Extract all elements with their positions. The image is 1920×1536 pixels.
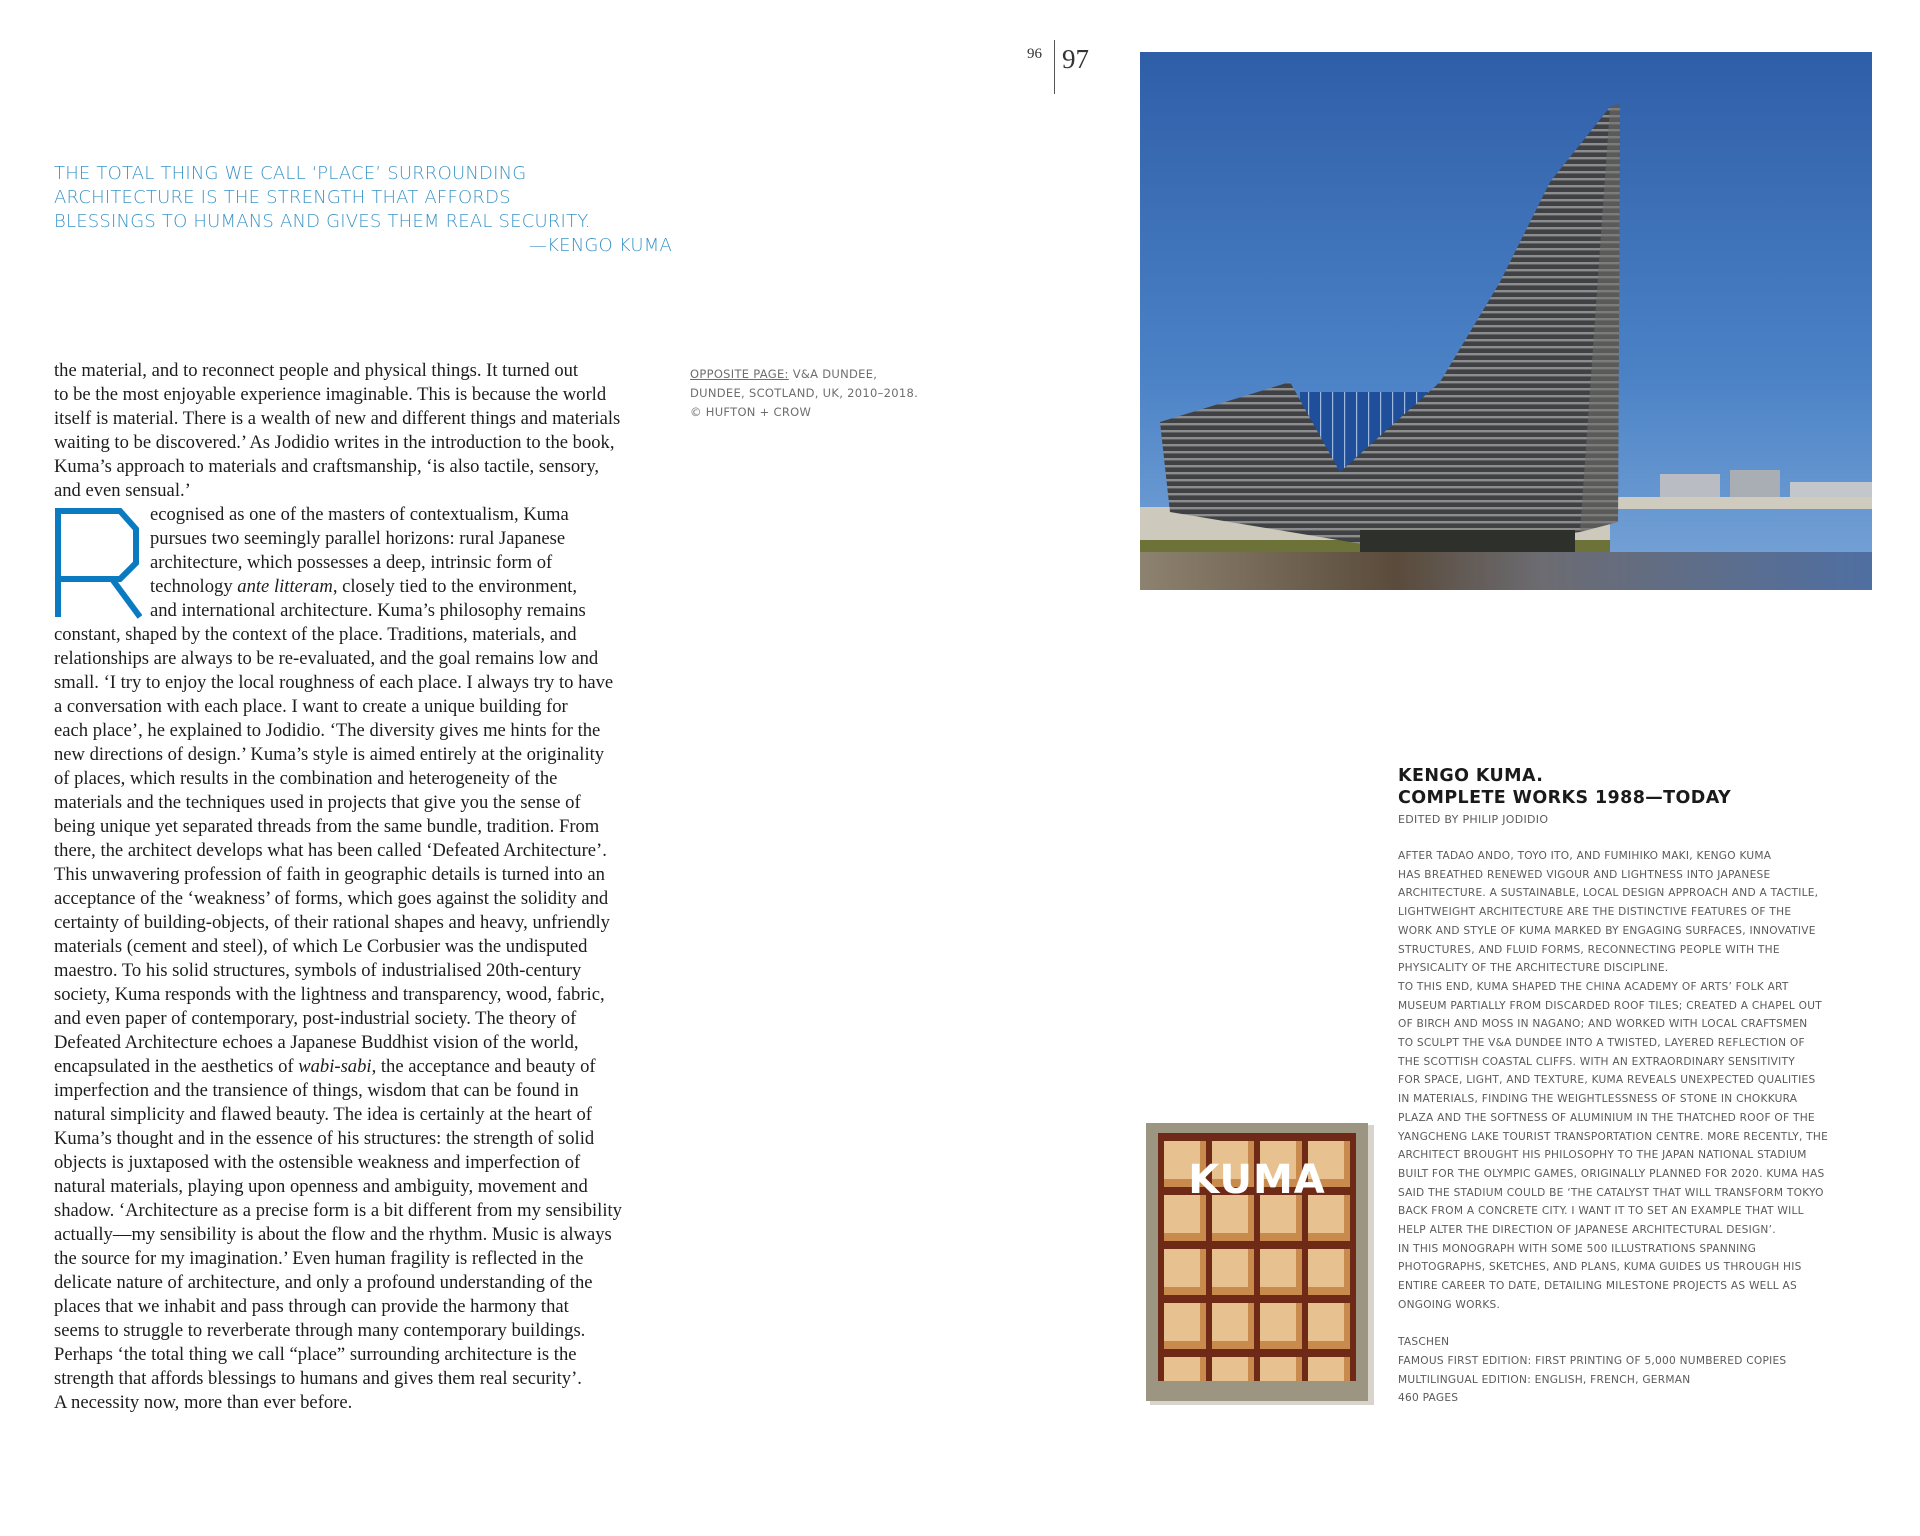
book-description-line: WORK AND STYLE OF KUMA MARKED BY ENGAGING SURFACES, INNOVATIVE (1398, 924, 1816, 937)
building-photo (1140, 52, 1872, 590)
body-line: and even paper of contemporary, post-industrial society. The theory of (54, 1008, 577, 1029)
body-line: actually—my sensibility is about the flow and the rhythm. Music is always (54, 1224, 612, 1245)
book-description-line: PHYSICALITY OF THE ARCHITECTURE DISCIPLINE. (1398, 962, 1669, 975)
book-details (1398, 1333, 1898, 1408)
body-line: of places, which results in the combination and heterogeneity of the (54, 768, 558, 789)
body-line: the source for my imagination.’ Even human fragility is reflected in the (54, 1248, 584, 1269)
drop-cap-r (54, 507, 142, 619)
body-line: materials (cement and steel), of which Le Corbusier was the undisputed (54, 936, 588, 957)
body-line: being unique yet separated threads from the same bundle, tradition. From (54, 816, 600, 837)
body-line: constant, shaped by the context of the place. Traditions, materials, and (54, 624, 577, 645)
body-line: objects is juxtaposed with the ostensible weakness and imperfection of (54, 1152, 581, 1173)
book-languages: MULTILINGUAL EDITION: ENGLISH, FRENCH, GERMAN (1398, 1373, 1691, 1386)
body-line: shadow. ‘Architecture as a precise form is a bit different from my sensibility (54, 1200, 622, 1221)
book-publisher: TASCHEN (1398, 1336, 1450, 1349)
body-line: seems to struggle to reverberate through many contemporary buildings. (54, 1320, 586, 1341)
pull-quote-line: THE TOTAL THING WE CALL ‘PLACE’ SURROUNDING (54, 163, 527, 184)
caption-text: V&A DUNDEE, (788, 367, 878, 381)
body-line: architecture, which possesses a deep, intrinsic form of (150, 552, 553, 573)
italic-term: wabi-sabi (298, 1056, 372, 1077)
book-description-line: STRUCTURES, AND FLUID FORMS, RECONNECTING PEOPLE WITH THE (1398, 943, 1780, 956)
book-description-line: AFTER TADAO ANDO, TOYO ITO, AND FUMIHIKO MAKI, KENGO KUMA (1398, 850, 1772, 862)
caption-label: OPPOSITE PAGE: (690, 367, 789, 381)
body-line: ecognised as one of the masters of contextualism, Kuma (150, 504, 569, 525)
body-line: there, the architect develops what has been called ‘Defeated Architecture’. (54, 840, 607, 861)
pull-quote-line: BLESSINGS TO HUMANS AND GIVES THEM REAL SECURITY. (54, 211, 591, 232)
book-description-line: BUILT FOR THE OLYMPIC GAMES, ORIGINALLY PLANNED FOR 2020. KUMA HAS (1398, 1167, 1825, 1180)
book-title-line: KENGO KUMA. (1398, 766, 1544, 786)
body-line: a conversation with each place. I want to create a unique building for (54, 696, 568, 717)
book-description (1398, 847, 1898, 1315)
body-line: Defeated Architecture echoes a Japanese Buddhist vision of the world, (54, 1032, 579, 1053)
body-line: This unwavering profession of faith in geographic details is turned into an (54, 864, 605, 885)
body-line-with-italic (54, 575, 674, 599)
body-text-run: technology (150, 576, 238, 597)
body-line: each place’, he explained to Jodidio. ‘The diversity gives me hints for the (54, 720, 601, 741)
photo-caption (690, 365, 918, 422)
book-description-line: IN THIS MONOGRAPH WITH SOME 500 ILLUSTRATIONS SPANNING (1398, 1242, 1757, 1255)
book-description-line: PLAZA AND THE SOFTNESS OF ALUMINIUM IN THE THATCHED ROOF OF THE (1398, 1111, 1815, 1124)
body-line: waiting to be discovered.’ As Jodidio writes in the introduction to the book, (54, 432, 615, 453)
body-line: Perhaps ‘the total thing we call “place” surrounding architecture is the (54, 1344, 577, 1365)
book-description-line: LIGHTWEIGHT ARCHITECTURE ARE THE DISTINCTIVE FEATURES OF THE (1398, 906, 1792, 919)
book-description-line: SAID THE STADIUM COULD BE ‘THE CATALYST THAT WILL TRANSFORM TOKYO (1398, 1186, 1824, 1199)
book-description-line: TO THIS END, KUMA SHAPED THE CHINA ACADEMY OF ARTS’ FOLK ART (1398, 980, 1789, 993)
body-line: the material, and to reconnect people and physical things. It turned out (54, 360, 579, 381)
body-line: natural simplicity and flawed beauty. The idea is certainly at the heart of (54, 1104, 592, 1125)
book-description-line: FOR SPACE, LIGHT, AND TEXTURE, KUMA REVEALS UNEXPECTED QUALITIES (1398, 1074, 1816, 1087)
body-line: certainty of building-objects, of their rational shapes and heavy, unfriendly (54, 912, 610, 933)
book-page-count: 460 PAGES (1398, 1392, 1459, 1405)
book-description-line: PHOTOGRAPHS, SKETCHES, AND PLANS, KUMA GUIDES US THROUGH HIS (1398, 1261, 1802, 1274)
book-info (1398, 765, 1898, 1408)
body-line: itself is material. There is a wealth of new and different things and materials (54, 408, 621, 429)
book-description-line: HELP ALTER THE DIRECTION OF JAPANESE ARCHITECTURAL DESIGN’. (1398, 1224, 1776, 1237)
article-body (54, 359, 674, 1415)
pull-quote (54, 162, 674, 258)
caption-credit: © HUFTON + CROW (690, 405, 812, 419)
pull-quote-attribution: —KENGO KUMA (528, 235, 672, 256)
body-text-run: , the acceptance and beauty of (371, 1056, 596, 1077)
body-line-with-italic (54, 1055, 674, 1079)
body-text-run: encapsulated in the aesthetics of (54, 1056, 299, 1077)
book-description-line: ENTIRE CAREER TO DATE, DETAILING MILESTONE PROJECTS AS WELL AS (1398, 1280, 1798, 1293)
book-edition-note: FAMOUS FIRST EDITION: FIRST PRINTING OF 5,000 NUMBERED COPIES (1398, 1354, 1787, 1367)
italic-term: ante litteram (237, 576, 333, 597)
book-description-line: ARCHITECT BROUGHT HIS PHILOSOPHY TO THE JAPAN NATIONAL STADIUM (1398, 1149, 1807, 1162)
body-line: maestro. To his solid structures, symbols of industrialised 20th-century (54, 960, 582, 981)
body-line: and even sensual.’ (54, 480, 191, 501)
body-line: relationships are always to be re-evaluated, and the goal remains low and (54, 648, 599, 669)
caption-line: DUNDEE, SCOTLAND, UK, 2010–2018. (690, 386, 919, 400)
body-line: A necessity now, more than ever before. (54, 1392, 353, 1413)
book-description-line: HAS BREATHED RENEWED VIGOUR AND LIGHTNESS INTO JAPANESE (1398, 868, 1771, 881)
body-line: acceptance of the ‘weakness’ of forms, which goes against the solidity and (54, 888, 609, 909)
book-description-line: ONGOING WORKS. (1398, 1298, 1501, 1311)
body-text-run: , closely tied to the environment, (332, 576, 578, 597)
body-line: Kuma’s approach to materials and craftsmanship, ‘is also tactile, sensory, (54, 456, 600, 477)
body-line: materials and the techniques used in projects that give you the sense of (54, 792, 581, 813)
body-line: imperfection and the transience of things, wisdom that can be found in (54, 1080, 579, 1101)
book-description-line: IN MATERIALS, FINDING THE WEIGHTLESSNESS OF STONE IN CHOKKURA (1398, 1093, 1798, 1106)
body-line: small. ‘I try to enjoy the local roughness of each place. I always try to have (54, 672, 614, 693)
book-description-line: TO SCULPT THE V&A DUNDEE INTO A TWISTED, LAYERED REFLECTION OF (1398, 1037, 1805, 1050)
book-description-line: ARCHITECTURE. A SUSTAINABLE, LOCAL DESIGN APPROACH AND A TACTILE, (1398, 887, 1819, 900)
body-line: new directions of design.’ Kuma’s style is aimed entirely at the originality (54, 744, 605, 765)
book-description-line: THE SCOTTISH COASTAL CLIFFS. WITH AN EXTRAORDINARY SENSITIVITY (1398, 1055, 1795, 1068)
body-line: natural materials, playing upon openness and ambiguity, movement and (54, 1176, 588, 1197)
body-line: delicate nature of architecture, and only a profound understanding of the (54, 1272, 593, 1293)
book-title (1398, 765, 1898, 809)
body-line: to be the most enjoyable experience imaginable. This is because the world (54, 384, 607, 405)
book-description-line: YANGCHENG LAKE TOURIST TRANSPORTATION CENTRE. MORE RECENTLY, THE (1398, 1130, 1829, 1143)
book-description-line: BACK FROM A CONCRETE CITY. I WANT IT TO SET AN EXAMPLE THAT WILL (1398, 1205, 1804, 1218)
page-number-right: 97 (1062, 44, 1089, 74)
body-line: pursues two seemingly parallel horizons: rural Japanese (150, 528, 566, 549)
caption-line (690, 365, 918, 384)
book-description-line: MUSEUM PARTIALLY FROM DISCARDED ROOF TILES; CREATED A CHAPEL OUT (1398, 999, 1822, 1012)
body-line: society, Kuma responds with the lightness and transparency, wood, fabric, (54, 984, 605, 1005)
book-cover-title: KUMA (1188, 1157, 1326, 1203)
book-cover-image (1146, 1123, 1374, 1405)
book-title-line: COMPLETE WORKS 1988—TODAY (1398, 788, 1732, 808)
page-number-divider (1054, 40, 1055, 94)
body-line: strength that affords blessings to humans and gives them real security’. (54, 1368, 582, 1389)
pull-quote-line: ARCHITECTURE IS THE STRENGTH THAT AFFORDS (54, 187, 511, 208)
book-editor: EDITED BY PHILIP JODIDIO (1398, 813, 1549, 826)
body-line: Kuma’s thought and in the essence of his structures: the strength of solid (54, 1128, 595, 1149)
body-line: and international architecture. Kuma’s philosophy remains (150, 600, 586, 621)
body-line: places that we inhabit and pass through can provide the harmony that (54, 1296, 569, 1317)
book-description-line: OF BIRCH AND MOSS IN NAGANO; AND WORKED WITH LOCAL CRAFTSMEN (1398, 1018, 1808, 1031)
page-number-left: 96 (1027, 46, 1042, 62)
